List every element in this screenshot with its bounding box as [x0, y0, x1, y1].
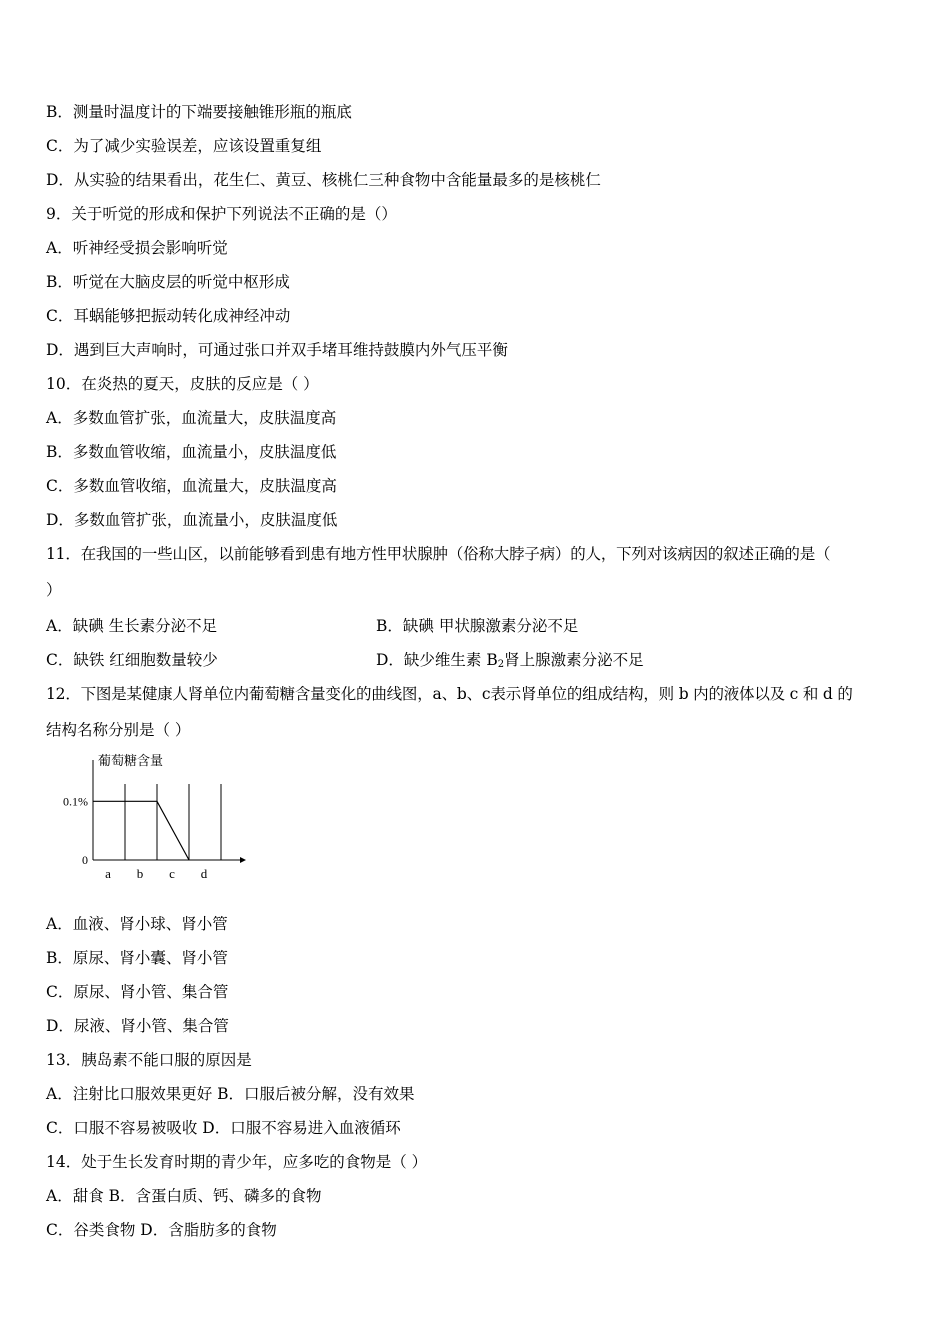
- q12-option-b: B．原尿、肾小囊、肾小管: [46, 949, 228, 967]
- y-axis-label: 葡萄糖含量: [98, 753, 164, 768]
- q11-stem-cont: ）: [46, 581, 62, 599]
- q12-option-d: D．尿液、肾小管、集合管: [46, 1017, 229, 1035]
- q8-option-c: C．为了减少实验误差，应该设置重复组: [46, 137, 322, 155]
- q9-option-c: C．耳蜗能够把振动转化成神经冲动: [46, 307, 291, 325]
- x-tick-label: a: [105, 866, 111, 881]
- glucose-series-line: [93, 801, 189, 860]
- q11-option-b: B．缺碘 甲状腺激素分泌不足: [376, 617, 579, 635]
- q8-option-d: D．从实验的结果看出，花生仁、黄豆、核桃仁三种食物中含能量最多的是核桃仁: [46, 171, 601, 189]
- q13-options-cd: C．口服不容易被吸收 D．口服不容易进入血液循环: [46, 1119, 401, 1137]
- q9-option-a: A．听神经受损会影响听觉: [46, 239, 228, 257]
- q12-stem: 12．下图是某健康人肾单位内葡萄糖含量变化的曲线图，a、b、c表示肾单位的组成结构，则 b 内的液体以及 c 和 d 的: [46, 685, 853, 703]
- q9-option-b: B．听觉在大脑皮层的听觉中枢形成: [46, 273, 290, 291]
- q13-options-ab: A．注射比口服效果更好 B．口服后被分解，没有效果: [46, 1085, 415, 1103]
- x-axis: [93, 857, 246, 863]
- q14-options-cd: C．谷类食物 D．含脂肪多的食物: [46, 1221, 277, 1239]
- q14-options-ab: A．甜食 B．含蛋白质、钙、磷多的食物: [46, 1187, 322, 1205]
- q11-option-d: D．缺少维生素 $B_2$肾上腺激素分泌不足: [376, 651, 644, 670]
- glucose-chart: [40, 748, 250, 888]
- q12-stem-cont: 结构名称分别是（ ）: [46, 721, 191, 739]
- y-tick-label: 0.1%: [63, 794, 88, 809]
- q12-option-a: A．血液、肾小球、肾小管: [46, 915, 228, 933]
- q10-option-b: B．多数血管收缩，血流量小，皮肤温度低: [46, 443, 337, 461]
- q11-stem: 11．在我国的一些山区，以前能够看到患有地方性甲状腺肿（俗称大脖子病）的人，下列对该病因的叙述正确的是（: [46, 545, 831, 563]
- q10-option-a: A．多数血管扩张，血流量大，皮肤温度高: [46, 409, 337, 427]
- y-tick-label: 0: [82, 853, 88, 867]
- q14-stem: 14．处于生长发育时期的青少年，应多吃的食物是（ ）: [46, 1153, 428, 1171]
- x-tick-label: b: [136, 866, 144, 881]
- q10-option-d: D．多数血管扩张，血流量小，皮肤温度低: [46, 511, 338, 529]
- q10-option-c: C．多数血管收缩，血流量大，皮肤温度高: [46, 477, 337, 495]
- q9-option-d: D．遇到巨大声响时，可通过张口并双手堵耳维持鼓膜内外气压平衡: [46, 341, 508, 359]
- q12-option-c: C．原尿、肾小管、集合管: [46, 983, 229, 1001]
- q9-stem: 9．关于听觉的形成和保护下列说法不正确的是（）: [46, 205, 397, 223]
- x-tick-label: d: [200, 866, 208, 881]
- q11-option-c: C．缺铁 红细胞数量较少: [46, 651, 218, 669]
- q8-option-b: B．测量时温度计的下端要接触锥形瓶的瓶底: [46, 103, 352, 121]
- x-tick-label: c: [169, 866, 175, 881]
- q11-option-a: A．缺碘 生长素分泌不足: [46, 617, 218, 635]
- q10-stem: 10．在炎热的夏天，皮肤的反应是（ ）: [46, 375, 319, 393]
- q13-stem: 13．胰岛素不能口服的原因是: [46, 1051, 252, 1069]
